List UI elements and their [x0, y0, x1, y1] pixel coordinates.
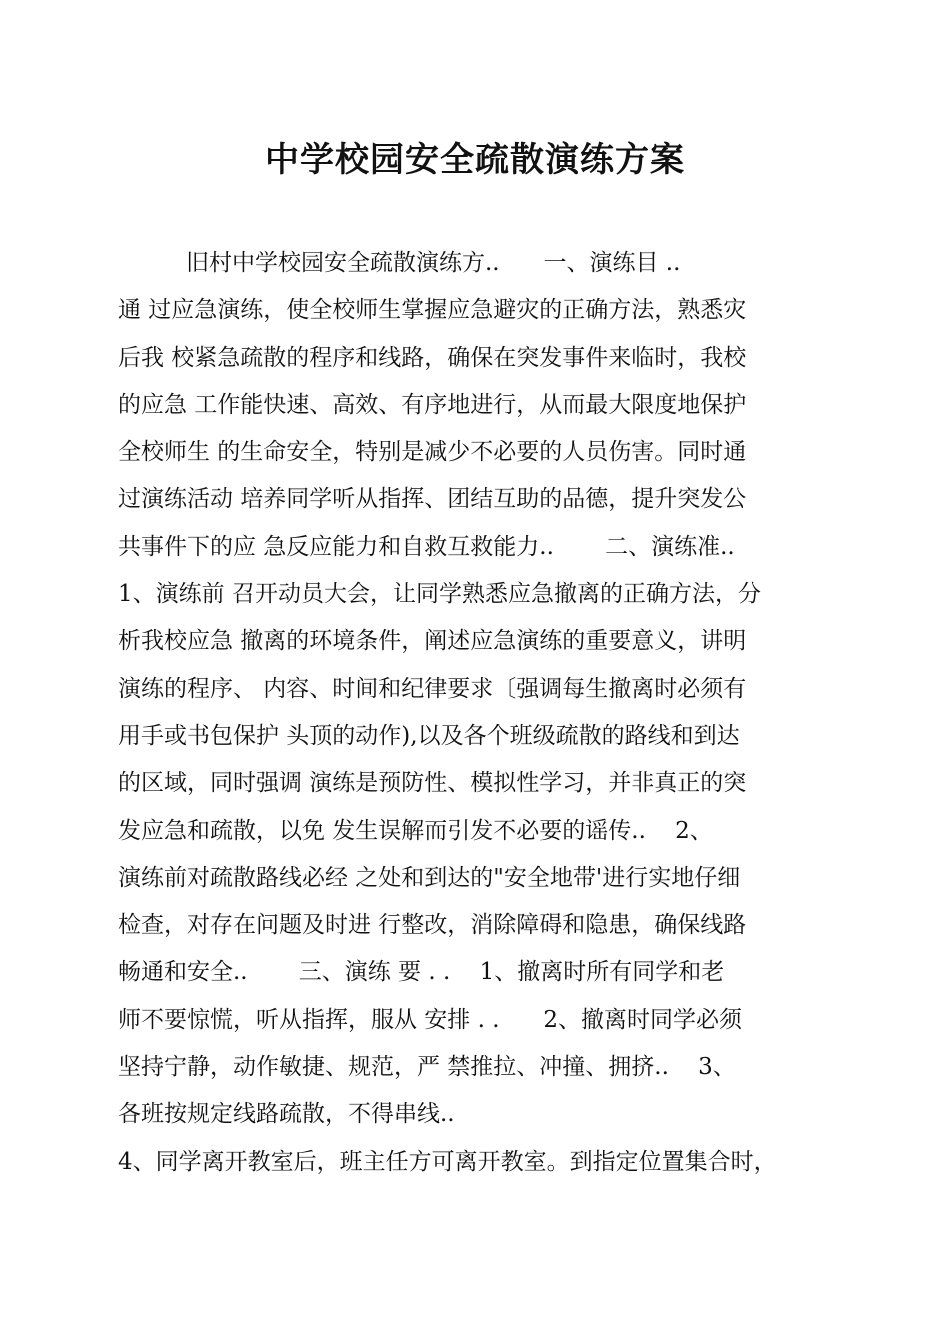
- body-line: 的应急 工作能快速、高效、有序地进行，从而最大限度地保护: [118, 391, 747, 418]
- body-line: 4、同学离开教室后，班主任方可离开教室。到指定位置集合时，: [118, 1148, 777, 1175]
- body-line: 演练的程序、 内容、时间和纪律要求〔强调每生撤离时必须有: [118, 675, 747, 702]
- body-line: 共事件下的应 急反应能力和自救互救能力.. 二、演练准..: [118, 533, 735, 560]
- page-title: 中学校园安全疏散演练方案: [265, 140, 685, 180]
- body-line: 检查，对存在问题及时进 行整改，消除障碍和隐患，确保线路: [118, 912, 747, 939]
- body-line: 过演练活动 培养同学听从指挥、团结互助的品德，提升突发公: [118, 486, 747, 513]
- body-line: 用手或书包保护 头顶的动作),以及各个班级疏散的路线和到达: [118, 722, 740, 749]
- body-line: 演练前对疏散路线必经 之处和到达的"安全地带'进行实地仔细: [118, 864, 741, 891]
- body-line: 的区域，同时强调 演练是预防性、模拟性学习，并非真正的突: [118, 770, 747, 797]
- body-line: 全校师生 的生命安全，特别是减少不必要的人员伤害。同时通: [118, 439, 747, 466]
- body-line: 师不要惊慌，听从指挥，服从 安排 . . 2、撤离时同学必须: [118, 1006, 743, 1033]
- body-line: 旧村中学校园安全疏散演练方.. 一、演练目 ..: [186, 250, 681, 276]
- document-body: [118, 240, 833, 1186]
- body-line: 各班按规定线路疏散，不得串线..: [118, 1101, 455, 1128]
- body-line: 后我 校紧急疏散的程序和线路，确保在突发事件来临时，我校: [118, 344, 747, 371]
- body-line: 发应急和疏散，以免 发生误解而引发不必要的谣传.. 2、: [118, 817, 713, 844]
- body-line: 通 过应急演练，使全校师生掌握应急避灾的正确方法，熟悉灾: [118, 297, 747, 324]
- body-line: 畅通和安全.. 三、演练 要 . . 1、撤离时所有同学和老: [118, 959, 725, 986]
- body-line: 坚持宁静，动作敏捷、规范，严 禁推拉、冲撞、拥挤.. 3、: [118, 1054, 736, 1081]
- body-line: 1、演练前 召开动员大会，让同学熟悉应急撤离的正确方法，分: [118, 581, 761, 608]
- body-line: 析我校应急 撤离的环境条件，阐述应急演练的重要意义，讲明: [118, 628, 747, 655]
